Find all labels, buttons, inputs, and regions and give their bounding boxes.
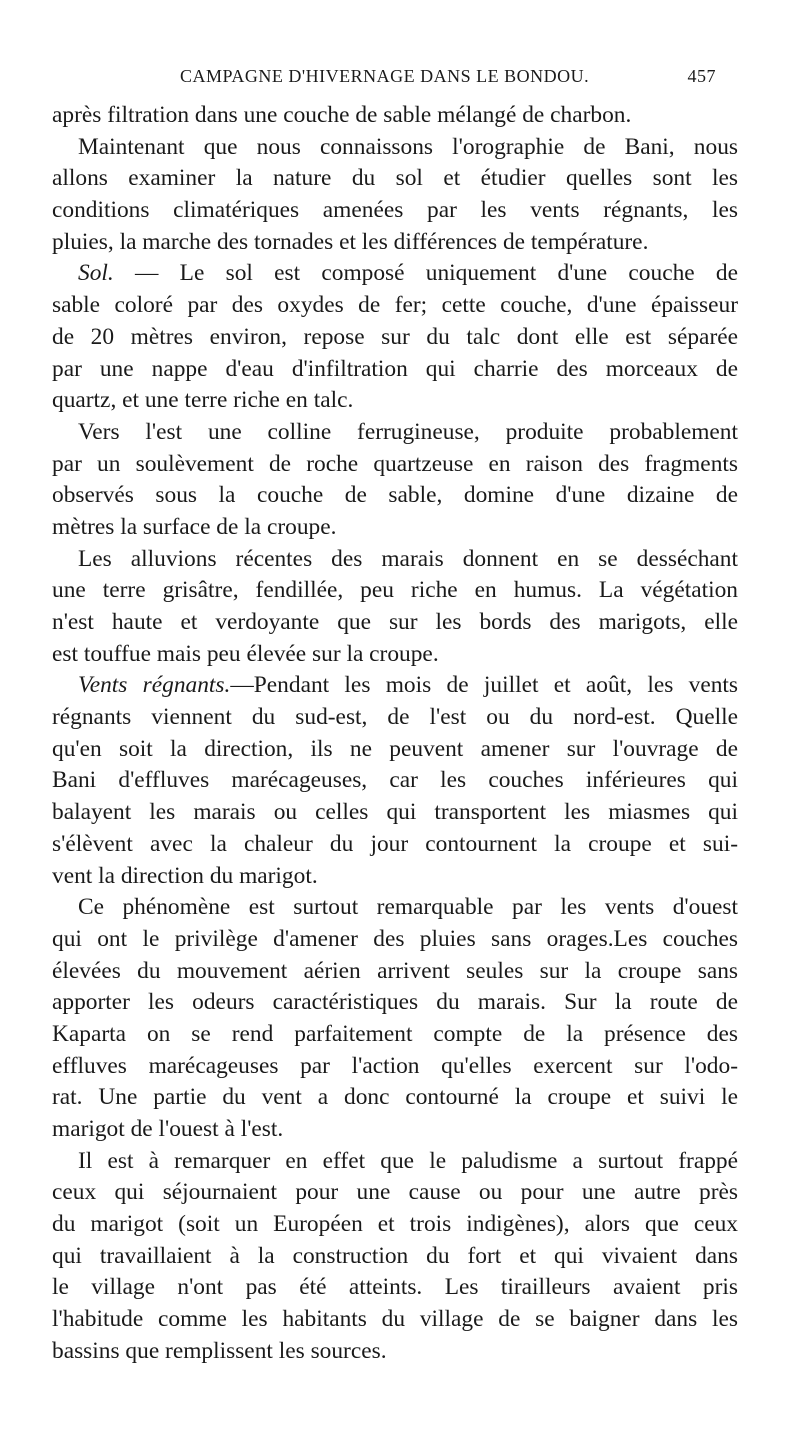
line-text: Les alluvions récentes des marais donnent en se desséchant — [78, 545, 738, 572]
line-text: qu'en soit la direction, ils ne peuvent amener sur l'ouvrage de — [52, 735, 738, 762]
line-text: bassins que remplissent les sources. — [52, 1337, 387, 1364]
line-text: n'est haute et verdoyante que sur les bords des marigots, elle — [52, 609, 738, 635]
line-text: marigot de l'ouest à l'est. — [52, 1116, 284, 1142]
text-line — [52, 449, 738, 481]
text-line — [52, 322, 738, 354]
line-text: Bani d'effluves marécageuses, car les couches inférieures qui — [52, 767, 738, 794]
text-line — [52, 1241, 738, 1273]
text-line — [52, 512, 738, 544]
text-line — [52, 1082, 738, 1114]
text-line — [52, 385, 738, 417]
text-line — [52, 290, 738, 322]
text-line — [52, 861, 738, 893]
text-line — [52, 892, 738, 924]
line-text: sable coloré par des oxydes de fer; cette couche, d'une épaisseur — [52, 292, 738, 319]
text-line — [52, 670, 738, 702]
line-text: le village n'ont pas été atteints. Les tirailleurs avaient pris — [52, 1274, 738, 1301]
line-text: après filtration dans une couche de sable mélangé de charbon. — [52, 102, 632, 128]
text-line — [52, 1051, 738, 1083]
line-text: s'élèvent avec la chaleur du jour contournent la croupe et sui- — [52, 830, 738, 857]
line-text: mètres la surface de la croupe. — [52, 513, 337, 540]
text-line — [52, 956, 738, 988]
line-text: du marigot (soit un Européen et trois indigènes), alors que ceux — [52, 1211, 738, 1238]
running-head: CAMPAGNE D'HIVERNAGE DANS LE BONDOU. — [180, 66, 590, 86]
text-line — [52, 1146, 738, 1178]
text-line — [52, 639, 738, 671]
text-line — [52, 1272, 738, 1304]
line-text: qui travaillaient à la construction du fort et qui vivaient dans — [52, 1242, 738, 1269]
line-text: une terre grisâtre, fendillée, peu riche en humus. La végétation — [52, 577, 738, 604]
line-text: allons examiner la nature du sol et étudier quelles sont les — [52, 165, 738, 192]
line-text: Il est à remarquer en effet que le paludisme a surtout frappé — [78, 1147, 738, 1174]
text-line — [52, 765, 738, 797]
line-text: Ce phénomène est surtout remarquable par les vents d'ouest — [78, 894, 738, 921]
text-line — [52, 227, 738, 259]
line-text: par un soulèvement de roche quartzeuse en raison des fragments — [52, 450, 738, 477]
line-text: régnants viennent du sud-est, de l'est ou du nord-est. Quelle — [52, 704, 738, 731]
line-text: de 20 mètres environ, repose sur du talc dont elle est séparée — [52, 323, 738, 350]
line-text: l'habitude comme les habitants du village de se baigner dans les — [52, 1306, 738, 1333]
text-line — [52, 100, 738, 132]
line-text: pluies, la marche des tornades et les différences de température. — [52, 228, 649, 255]
text-line — [52, 1304, 738, 1336]
text-line — [52, 734, 738, 766]
line-text: apporter les odeurs caractéristiques du marais. Sur la route de — [52, 989, 738, 1016]
page-header — [180, 66, 716, 90]
line-text: observés sous la couche de sable, domine d'une dizaine de — [52, 482, 738, 509]
line-text: quartz, et une terre riche en talc. — [52, 387, 354, 414]
line-text: par une nappe d'eau d'infiltration qui charrie des morceaux de — [52, 355, 738, 382]
text-line — [52, 1114, 738, 1146]
section-heading: Vents régnants. — [78, 672, 231, 699]
text-line — [52, 1209, 738, 1241]
text-line — [52, 544, 738, 576]
line-text: Maintenant que nous connaissons l'orographie de Bani, nous — [78, 133, 738, 160]
body-text — [52, 100, 738, 1368]
line-text: conditions climatériques amenées par les vents régnants, les — [52, 197, 738, 224]
line-text: Vers l'est une colline ferrugineuse, produite probablement — [78, 418, 738, 445]
line-text: rat. Une partie du vent a donc contourné la croupe et suivi le — [52, 1084, 738, 1111]
line-text: vent la direction du marigot. — [52, 862, 318, 889]
text-line — [52, 1336, 738, 1368]
line-text: effluves marécageuses par l'action qu'elles exercent sur l'odo- — [52, 1052, 738, 1079]
text-line — [52, 924, 738, 956]
line-text: est touffue mais peu élevée sur la croupe. — [52, 640, 439, 667]
text-line — [52, 607, 738, 639]
text-line — [52, 1019, 738, 1051]
text-line — [52, 797, 738, 829]
line-text: Kaparta on se rend parfaitement compte de la présence des — [52, 1020, 738, 1047]
text-line — [52, 480, 738, 512]
text-line — [52, 575, 738, 607]
text-line — [52, 195, 738, 227]
text-line — [52, 417, 738, 449]
line-text: élevées du mouvement aérien arrivent seules sur la croupe sans — [52, 957, 738, 984]
line-text: balayent les marais ou celles qui transportent les miasmes qui — [52, 799, 738, 826]
text-line — [52, 132, 738, 164]
text-line — [52, 258, 738, 290]
section-heading: Sol. — [78, 260, 114, 287]
line-text: ceux qui séjournaient pour une cause ou pour une autre près — [52, 1179, 738, 1206]
text-line — [52, 163, 738, 195]
text-line — [52, 829, 738, 861]
text-line — [52, 354, 738, 386]
text-line — [52, 1177, 738, 1209]
page-number: 457 — [687, 66, 716, 86]
line-text: — Le sol est composé uniquement d'une couche de — [113, 260, 738, 287]
line-text: —Pendant les mois de juillet et août, les vents — [230, 672, 738, 699]
text-line — [52, 987, 738, 1019]
line-text: qui ont le privilège d'amener des pluies sans orages.Les couches — [52, 925, 738, 952]
text-line — [52, 702, 738, 734]
